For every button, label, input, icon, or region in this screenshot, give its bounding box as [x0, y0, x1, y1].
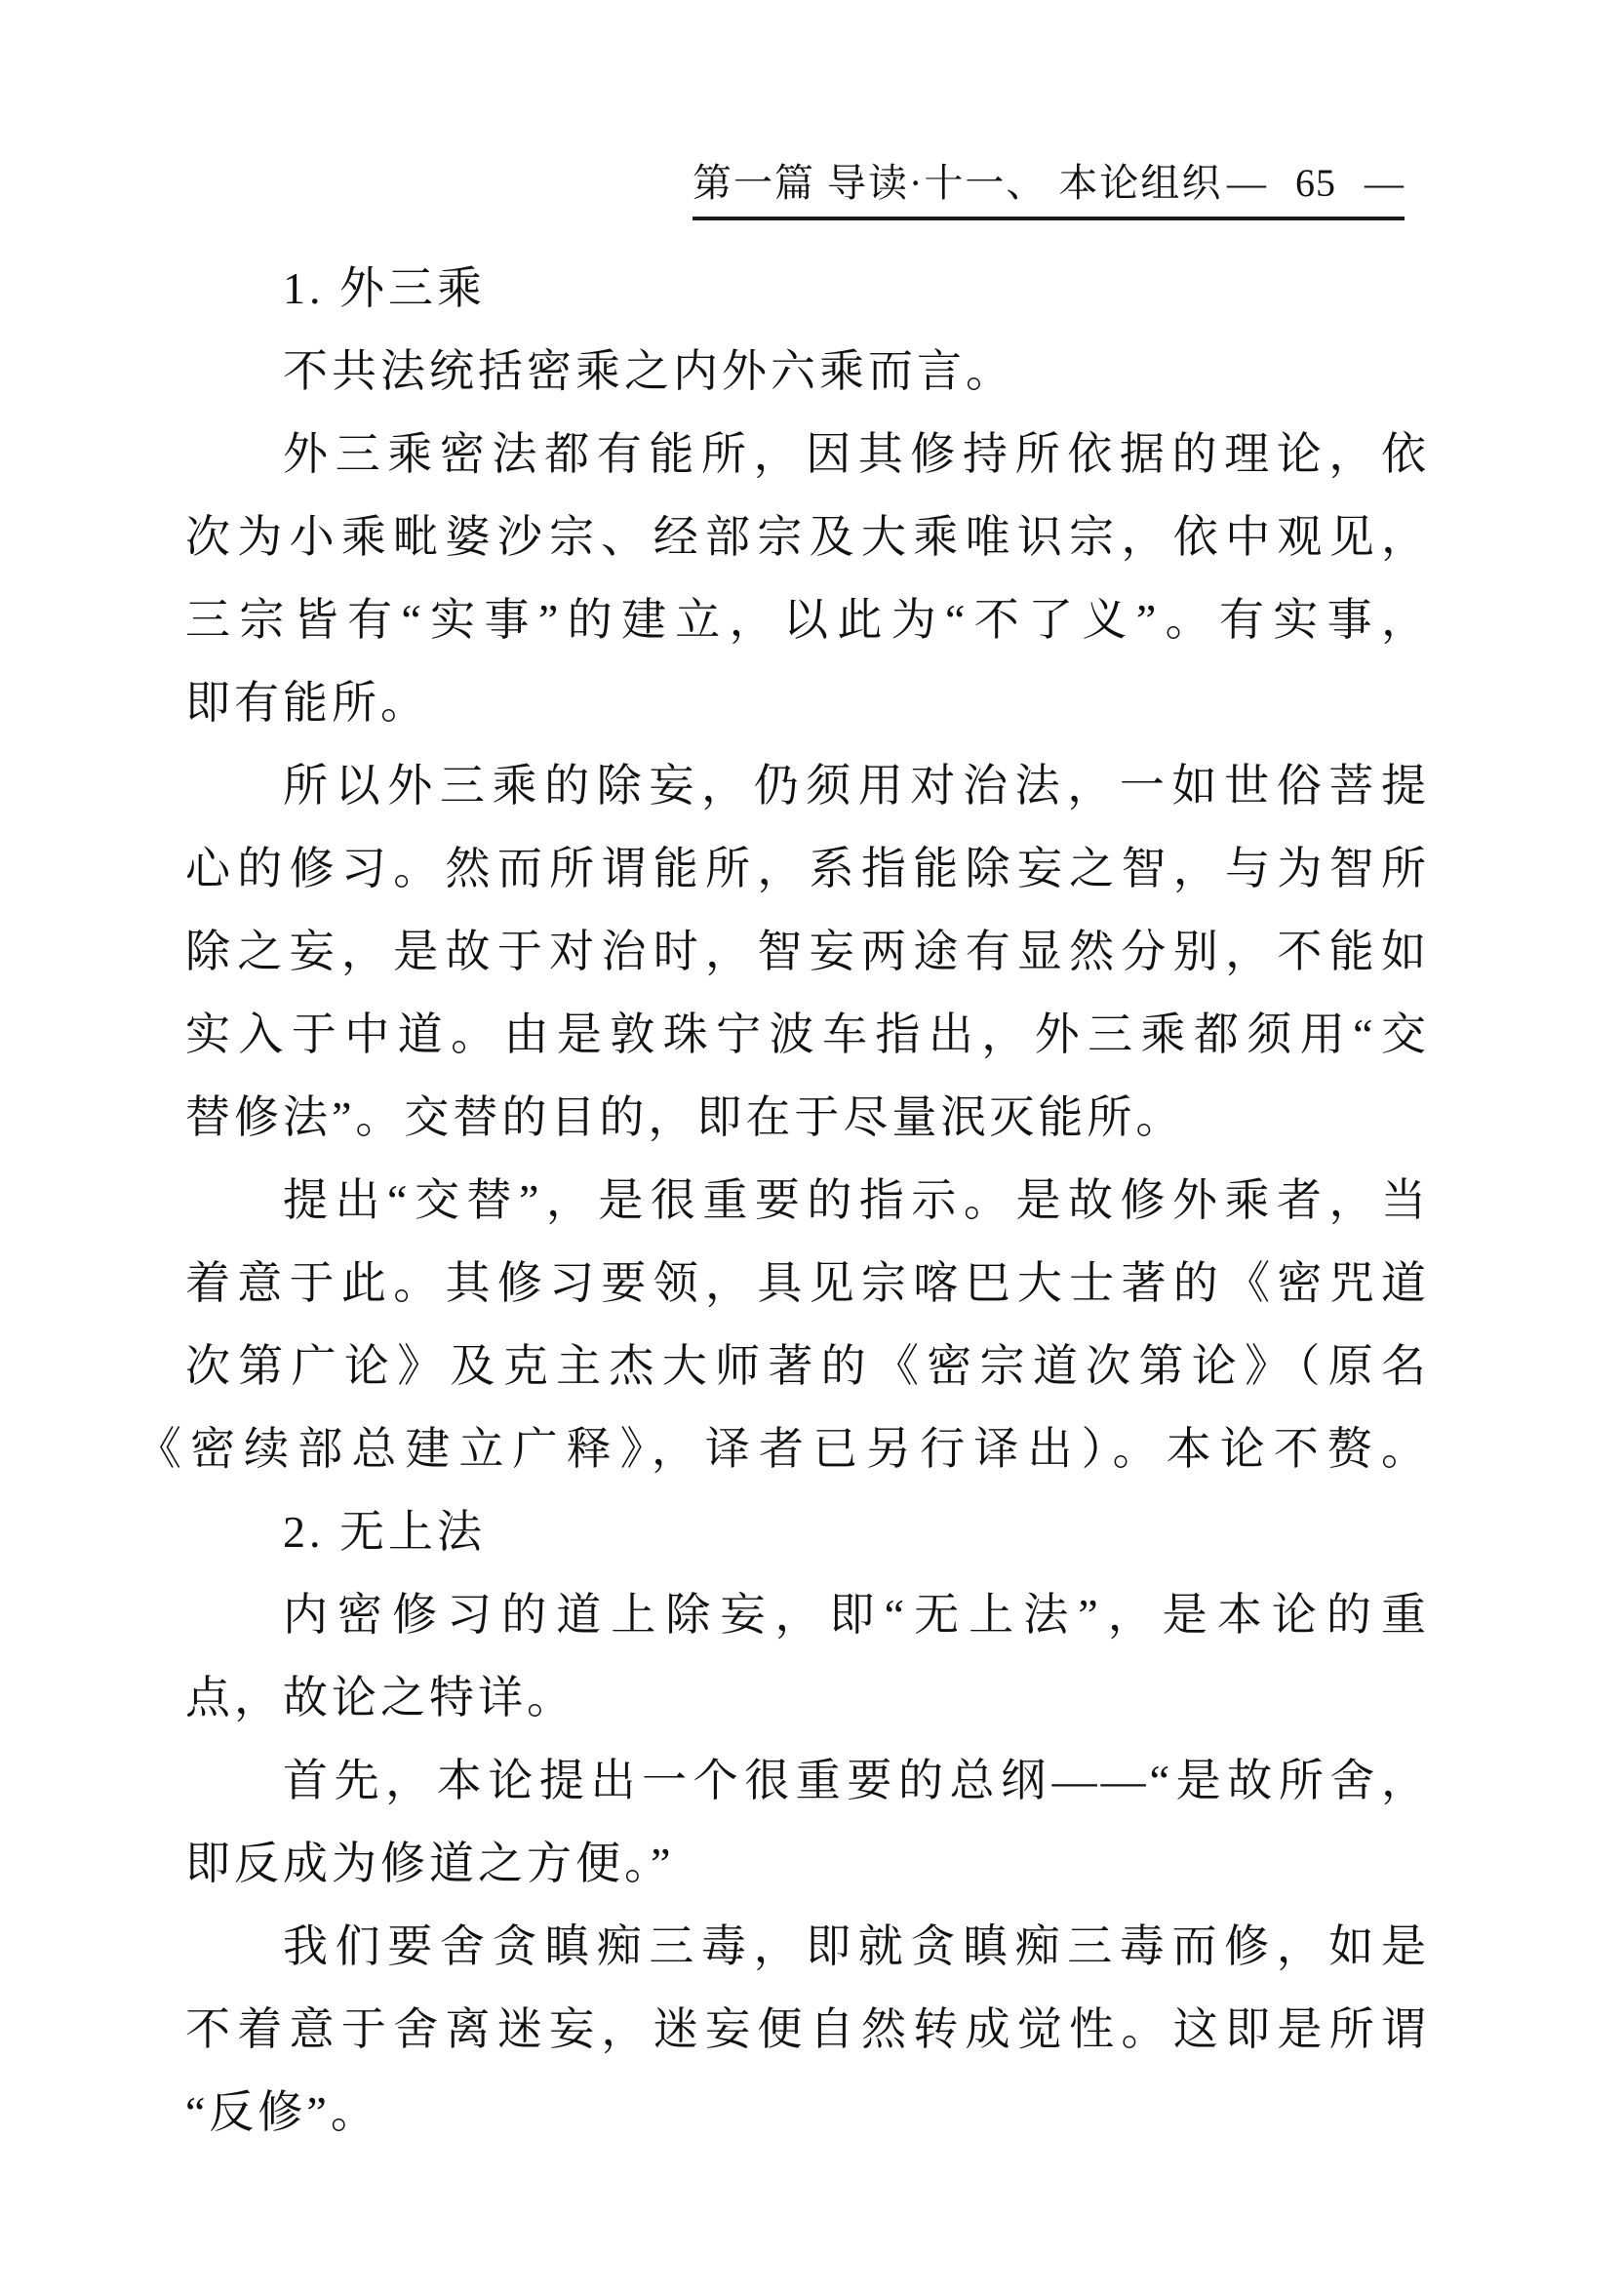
text-line: 即有能所。: [185, 678, 429, 728]
section-heading-2: 2. 无上法: [283, 1507, 486, 1557]
text-line: 内密修习的道上除妄，即“无上法”，是本论的重: [283, 1590, 1430, 1640]
text-line: 即反成为修道之方便。”: [185, 1839, 675, 1888]
text-line: 所以外三乘的除妄，仍须用对治法，一如世俗菩提: [283, 761, 1430, 811]
body-text: [137, 247, 1430, 2154]
text-line: 除之妄，是故于对治时，智妄两途有显然分别，不能如: [185, 927, 1430, 976]
text-line: 三宗皆有“实事”的建立，以此为“不了义”。有实事，: [185, 595, 1430, 645]
text-line: 我们要舍贪瞋痴三毒，即就贪瞋痴三毒而修，如是: [283, 1921, 1430, 1971]
text-line: 不着意于舍离迷妄，迷妄便自然转成觉性。这即是所谓: [185, 2004, 1430, 2054]
text-line: 提出“交替”，是很重要的指示。是故修外乘者，当: [283, 1175, 1430, 1225]
text-line: 实入于中道。由是敦珠宁波车指出，外三乘都须用“交: [185, 1009, 1430, 1059]
text-line: 着意于此。其修习要领，具见宗喀巴大士著的《密咒道: [185, 1258, 1430, 1308]
text-line: 点，故论之特详。: [185, 1673, 575, 1722]
page-number: — 65 —: [1227, 161, 1405, 205]
text-line: “反修”。: [185, 2087, 379, 2137]
text-line: 《密续部总建立广释》，译者已另行译出）。本论不赘。: [137, 1424, 1430, 1474]
text-line: 外三乘密法都有能所，因其修持所依据的理论，依: [283, 429, 1430, 479]
text-line: 次为小乘毗婆沙宗、经部宗及大乘唯识宗，依中观见，: [185, 512, 1430, 562]
section-heading-1: 1. 外三乘: [283, 263, 486, 313]
running-header-title: 第一篇 导读·十一、 本论组织: [693, 161, 1223, 205]
text-line: 次第广论》及克主杰大师著的《密宗道次第论》（原名: [185, 1341, 1430, 1391]
text-line: 心的修习。然而所谓能所，系指能除妄之智，与为智所: [185, 844, 1430, 893]
text-line: 替修法”。交替的目的，即在于尽量泯灭能所。: [185, 1092, 1185, 1142]
text-line: 不共法统括密乘之内外六乘而言。: [283, 346, 1014, 396]
running-header: [693, 152, 1405, 220]
text-line: 首先，本论提出一个很重要的总纲——“是故所舍，: [283, 1756, 1430, 1805]
